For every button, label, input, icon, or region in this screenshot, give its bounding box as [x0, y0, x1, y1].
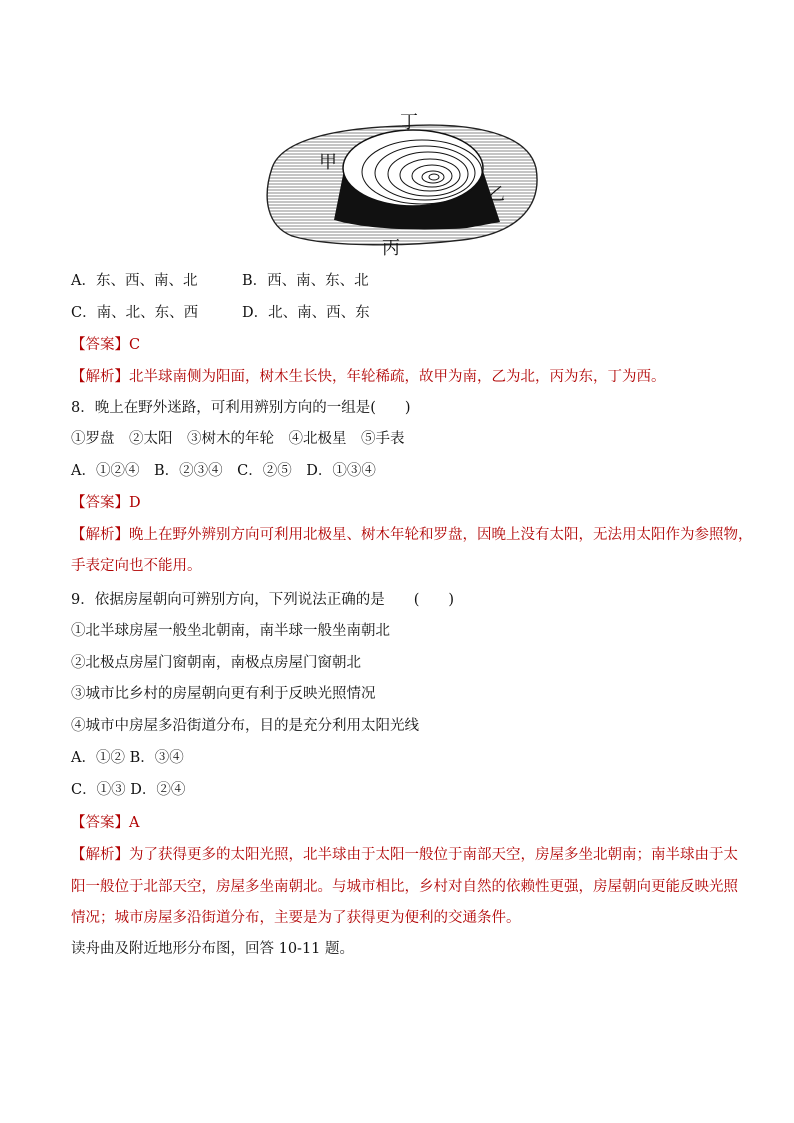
analysis-tag: 【解析】 [71, 369, 129, 385]
label-jia: 甲 [319, 152, 337, 173]
q8-question: 8．晚上在野外迷路，可利用辨别方向的一组是( ) [71, 400, 411, 416]
q9-options-line1: A．①② B．③④ [71, 750, 184, 766]
answer-value: C [129, 337, 141, 353]
q9-item-3: ③城市比乡村的房屋朝向更有利于反映光照情况 [71, 686, 376, 702]
answer-tag: 【答案】 [71, 337, 129, 353]
answer-tag: 【答案】 [71, 495, 129, 511]
tree-stump-figure [262, 108, 542, 259]
q9-item-1: ①北半球房屋一般坐北朝南，南半球一般坐南朝北 [71, 623, 390, 639]
q9-item-4: ④城市中房屋多沿街道分布，目的是充分利用太阳光线 [71, 718, 419, 734]
answer-value: D [129, 495, 141, 511]
q9-item-2: ②北极点房屋门窗朝南，南极点房屋门窗朝北 [71, 655, 361, 671]
label-ding: 丁 [400, 112, 418, 133]
q8-options: A．①②④ B．②③④ C．②⑤ D．①③④ [71, 463, 376, 479]
q7-analysis [71, 367, 666, 387]
q9-analysis-line1 [71, 845, 738, 865]
q9-answer [71, 813, 139, 833]
label-bing: 丙 [382, 238, 400, 259]
analysis-tag: 【解析】 [71, 527, 129, 543]
label-yi: 乙 [487, 184, 505, 205]
analysis-text: 北半球南侧为阳面，树木生长快，年轮稀疏，故甲为南，乙为北，丙为东，丁为西。 [129, 369, 666, 385]
q8-answer [71, 493, 141, 513]
answer-value: A [129, 815, 140, 831]
analysis-text: 晚上在野外辨别方向可利用北极星、树木年轮和罗盘，因晚上没有太阳，无法用太阳作为参照物， [129, 527, 753, 543]
q7-option-d: D．北、南、西、东 [242, 305, 370, 321]
q9-options-line2: C．①③ D．②④ [71, 782, 186, 798]
analysis-tag: 【解析】 [71, 847, 129, 863]
analysis-text: 为了获得更多的太阳光照，北半球由于太阳一般位于南部天空，房屋多坐北朝南；南半球由于太 [129, 847, 738, 863]
q7-answer [71, 335, 140, 355]
q8-items: ①罗盘 ②太阳 ③树木的年轮 ④北极星 ⑤手表 [71, 431, 405, 447]
q9-analysis-line2: 阳一般位于北部天空，房屋多坐南朝北。与城市相比，乡村对自然的依赖性更强，房屋朝向更能反映光照 [71, 879, 738, 895]
q7-option-a: A．东、西、南、北 [71, 273, 198, 289]
footer-prompt: 读舟曲及附近地形分布图，回答 10-11 题。 [71, 941, 355, 957]
q7-option-b: B．西、南、东、北 [242, 273, 369, 289]
q9-analysis-line3: 情况；城市房屋多沿街道分布，主要是为了获得更为便利的交通条件。 [71, 910, 521, 926]
q8-analysis-line2: 手表定向也不能用。 [71, 558, 202, 574]
q8-analysis-line1 [71, 525, 753, 545]
answer-tag: 【答案】 [71, 815, 129, 831]
q7-option-c: C．南、北、东、西 [71, 305, 199, 321]
q9-question: 9．依据房屋朝向可辨别方向，下列说法正确的是 ( ) [71, 592, 455, 608]
